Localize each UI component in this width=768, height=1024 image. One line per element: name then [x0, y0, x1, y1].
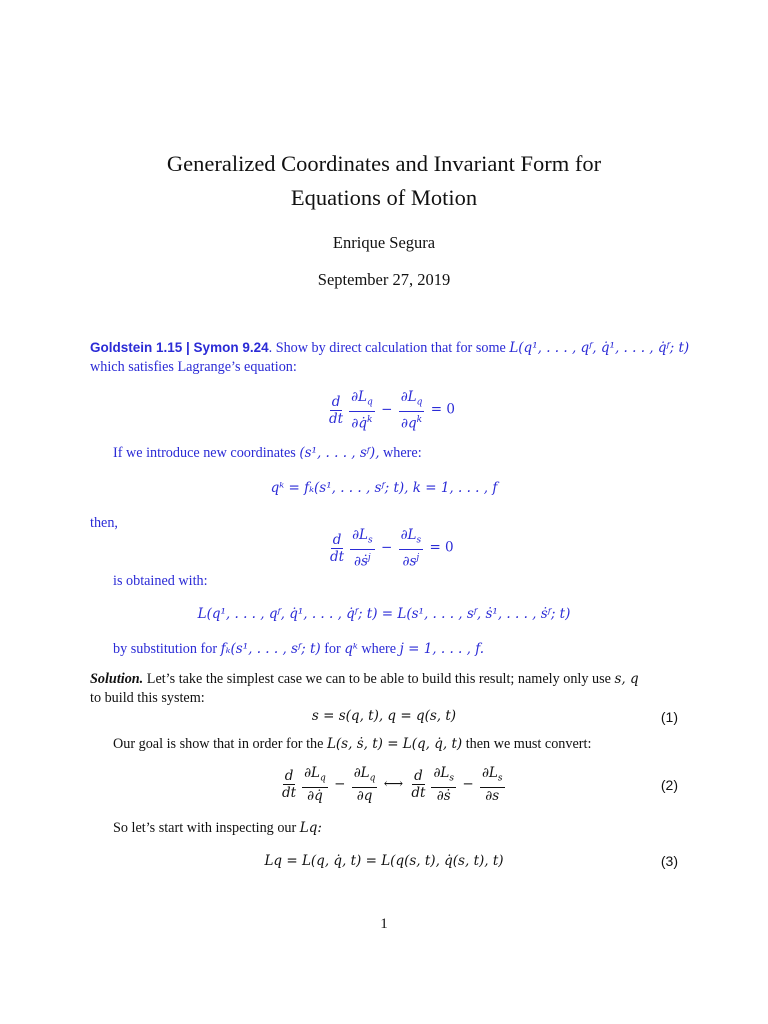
solution-text-2: to build this system:: [90, 690, 205, 706]
problem-intro: . Show by direct calculation that for some: [268, 340, 506, 356]
goal-math: L(s, ṡ, t) = L(q, q̇, t): [326, 736, 463, 752]
new-coords-text: If we introduce new coordinates: [113, 445, 296, 461]
title-line-1: Generalized Coordinates and Invariant Form for: [166, 151, 602, 176]
inspect-math: Lq:: [299, 820, 322, 836]
transform-equation: qᵏ = fₖ(s¹, . . . , sᶠ; t), k = 1, . . . , f: [270, 480, 498, 496]
solution-label: Solution.: [90, 671, 144, 687]
substitution-line: [113, 640, 484, 659]
inspect-line: [113, 819, 322, 838]
lagrange-equation-s: $\frac{d}{dt}$ $\frac{\partial L_s}{\partial ṡ^j}$ − $\frac{\partial L_s}{\partial s^j}$ = 0: [330, 527, 454, 570]
problem-intro-math: L(q¹, . . . , qᶠ, q̇¹, . . . , q̇ᶠ; t): [509, 340, 690, 356]
equation-3-number: (3): [660, 853, 678, 869]
title-line-2: Equations of Motion: [290, 185, 478, 210]
new-coordinates-line: [113, 444, 422, 463]
inspect-text: So let’s start with inspecting our: [113, 820, 297, 836]
goal-line: [113, 735, 591, 754]
solution-text-1-math: s, q: [614, 671, 639, 687]
lagrange-equation-q: $\frac{d}{dt}$ $\frac{\partial L_q}{\partial q̇^k}$ − $\frac{\partial L_q}{\partial q^k}$ = 0: [329, 389, 455, 432]
equation-2-number: (2): [660, 777, 678, 793]
lagrangian-equality: L(q¹, . . . , qᶠ, q̇¹, . . . , q̇ᶠ; t) = L(s¹, . . . , sᶠ, ṡ¹, . . . , ṡᶠ; t): [197, 606, 571, 622]
substitution-math-3: j = 1, . . . , f.: [399, 641, 485, 657]
substitution-math-1: fₖ(s¹, . . . , sᶠ; t): [220, 641, 321, 657]
problem-statement: [90, 338, 690, 377]
new-coords-math: (s¹, . . . , sᶠ),: [299, 445, 380, 461]
problem-intro-2: which satisfies Lagrange’s equation:: [90, 359, 297, 375]
goal-text-b: then we must convert:: [465, 736, 592, 752]
substitution-math-2: qᵏ: [344, 641, 358, 657]
goal-text-a: Our goal is show that in order for the: [113, 736, 324, 752]
page-number: 1: [380, 916, 388, 932]
substitution-text-a: by substitution for: [113, 641, 218, 657]
solution-paragraph: [90, 670, 690, 708]
substitution-text-b: for: [324, 641, 341, 657]
equation-1: s = s(q, t), q = q(s, t): [311, 708, 457, 724]
problem-label: Goldstein 1.15 | Symon 9.24: [90, 340, 269, 355]
paper-title: [0, 147, 768, 215]
date: September 27, 2019: [317, 270, 451, 289]
then-text: then,: [90, 515, 118, 531]
new-coords-end: where:: [383, 445, 422, 461]
solution-text-1: Let’s take the simplest case we can to be able to build this result; namely only use: [146, 671, 611, 687]
author: Enrique Segura: [332, 233, 436, 252]
substitution-text-c: where: [361, 641, 397, 657]
equation-3: Lq = L(q, q̇, t) = L(q(s, t), q̇(s, t), t): [264, 853, 504, 869]
equation-1-number: (1): [660, 709, 678, 725]
equation-2: $\frac{d}{dt}$ $\frac{\partial L_q}{\partial q̇}$ − $\frac{\partial L_q}{\partial q}$ ⟷ $\frac{d}{dt}$ $\frac{\partial L_s}{\text{∂ṡ}}$ − $\frac{\partial L_s}{\partial s}$: [282, 765, 503, 804]
obtained-text: is obtained with:: [113, 573, 208, 589]
